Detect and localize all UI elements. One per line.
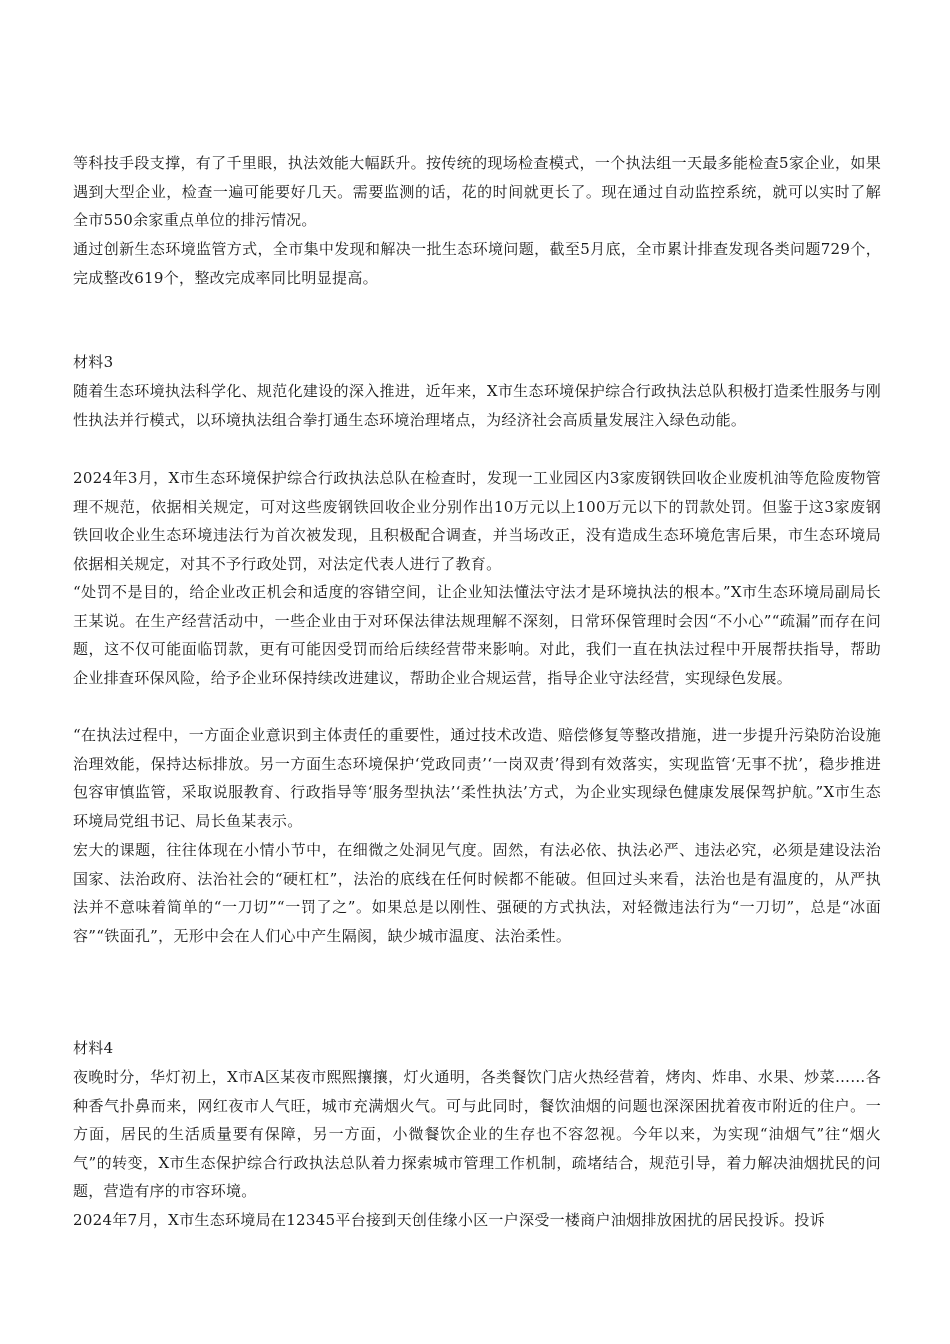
material3-heading: 材料3 <box>73 353 114 371</box>
material3-paragraph-quote-director: “在执法过程中，一方面企业意识到主体责任的重要性，通过技术改造、赔偿修复等整改措施，进一步提升污染防治设施治理效能，保持达标排放。另一方面生态环境保护‘党政同责’‘一岗双责’得到有效落实，实现监管‘无事不扰’，稳步推进包容审慎监管，采取说服教育、行政指导等‘服务型执法’‘柔性执法’方式，为企业实现绿色健康发展保驾护航。”X市生态环境局党组书记、局长鱼某表示。 <box>73 726 881 830</box>
material4-paragraph-complaint: 2024年7月，X市生态环境局在12345平台接到天创佳缘小区一户深受一楼商户油烟排放困扰的居民投诉。投诉 <box>73 1211 826 1229</box>
material4-heading: 材料4 <box>73 1039 114 1057</box>
material3-paragraph-intro: 随着生态环境执法科学化、规范化建设的深入推进，近年来，X市生态环境保护综合行政执法总队积极打造柔性服务与刚性执法并行模式，以环境执法组合拳打通生态环境治理堵点，为经济社会高质量发展注入绿色动能。 <box>73 382 881 429</box>
paragraph-enforcement-efficiency: 等科技手段支撑，有了千里眼，执法效能大幅跃升。按传统的现场检查模式，一个执法组一天最多能检查5家企业，如果遇到大型企业，检查一遍可能要好几天。需要监测的话，花的时间就更长了。现在通过自动监控系统，就可以实时了解全市550余家重点单位的排污情况。 <box>73 154 881 229</box>
paragraph-rectification-results: 通过创新生态环境监管方式，全市集中发现和解决一批生态环境问题，截至5月底，全市累计排查发现各类问题729个，完成整改619个，整改完成率同比明显提高。 <box>73 240 881 287</box>
material3-paragraph-quote-deputy: “处罚不是目的，给企业改正机会和适度的容错空间，让企业知法懂法守法才是环境执法的根本。”X市生态环境局副局长王某说。在生产经营活动中，一些企业由于对环保法律法规理解不深刻，日常环保管理时会因“不小心”“疏漏”而存在问题，这不仅可能面临罚款，更有可能因受罚而给后续经营带来影响。对此，我们一直在执法过程中开展帮扶指导，帮助企业排查环保风险，给予企业环保持续改进建议，帮助企业合规运营，指导企业守法经营，实现绿色发展。 <box>73 583 881 687</box>
material3-paragraph-case: 2024年3月，X市生态环境保护综合行政执法总队在检查时，发现一工业园区内3家废钢铁回收企业废机油等危险废物管理不规范，依据相关规定，可对这些废钢铁回收企业分别作出10万元以上100万元以下的罚款处罚。但鉴于这3家废钢铁回收企业生态环境违法行为首次被发现，且积极配合调查，并当场改正，没有造成生态环境危害后果，市生态环境局依据相关规定，对其不予行政处罚，对法定代表人进行了教育。 <box>73 469 881 573</box>
material3-paragraph-commentary: 宏大的课题，往往体现在小情小节中，在细微之处洞见气度。固然，有法必依、执法必严、违法必究，必须是建设法治国家、法治政府、法治社会的“硬杠杠”，法治的底线在任何时候都不能破。但回过头来看，法治也是有温度的，从严执法并不意味着简单的“一刀切”“一罚了之”。如果总是以刚性、强硬的方式执法，对轻微违法行为“一刀切”，总是“冰面容”“铁面孔”，无形中会在人们心中产生隔阂，缺少城市温度、法治柔性。 <box>73 841 881 945</box>
material4-paragraph-intro: 夜晚时分，华灯初上，X市A区某夜市熙熙攘攘，灯火通明，各类餐饮门店火热经营着，烤肉、炸串、水果、炒菜……各种香气扑鼻而来，网红夜市人气旺，城市充满烟火气。可与此同时，餐饮油烟的问题也深深困扰着夜市附近的住户。一方面，居民的生活质量要有保障，另一方面，小微餐饮企业的生存也不容忽视。今年以来，为实现“油烟气”往“烟火气”的转变，X市生态保护综合行政执法总队着力探索城市管理工作机制，疏堵结合，规范引导，着力解决油烟扰民的问题，营造有序的市容环境。 <box>73 1068 881 1200</box>
